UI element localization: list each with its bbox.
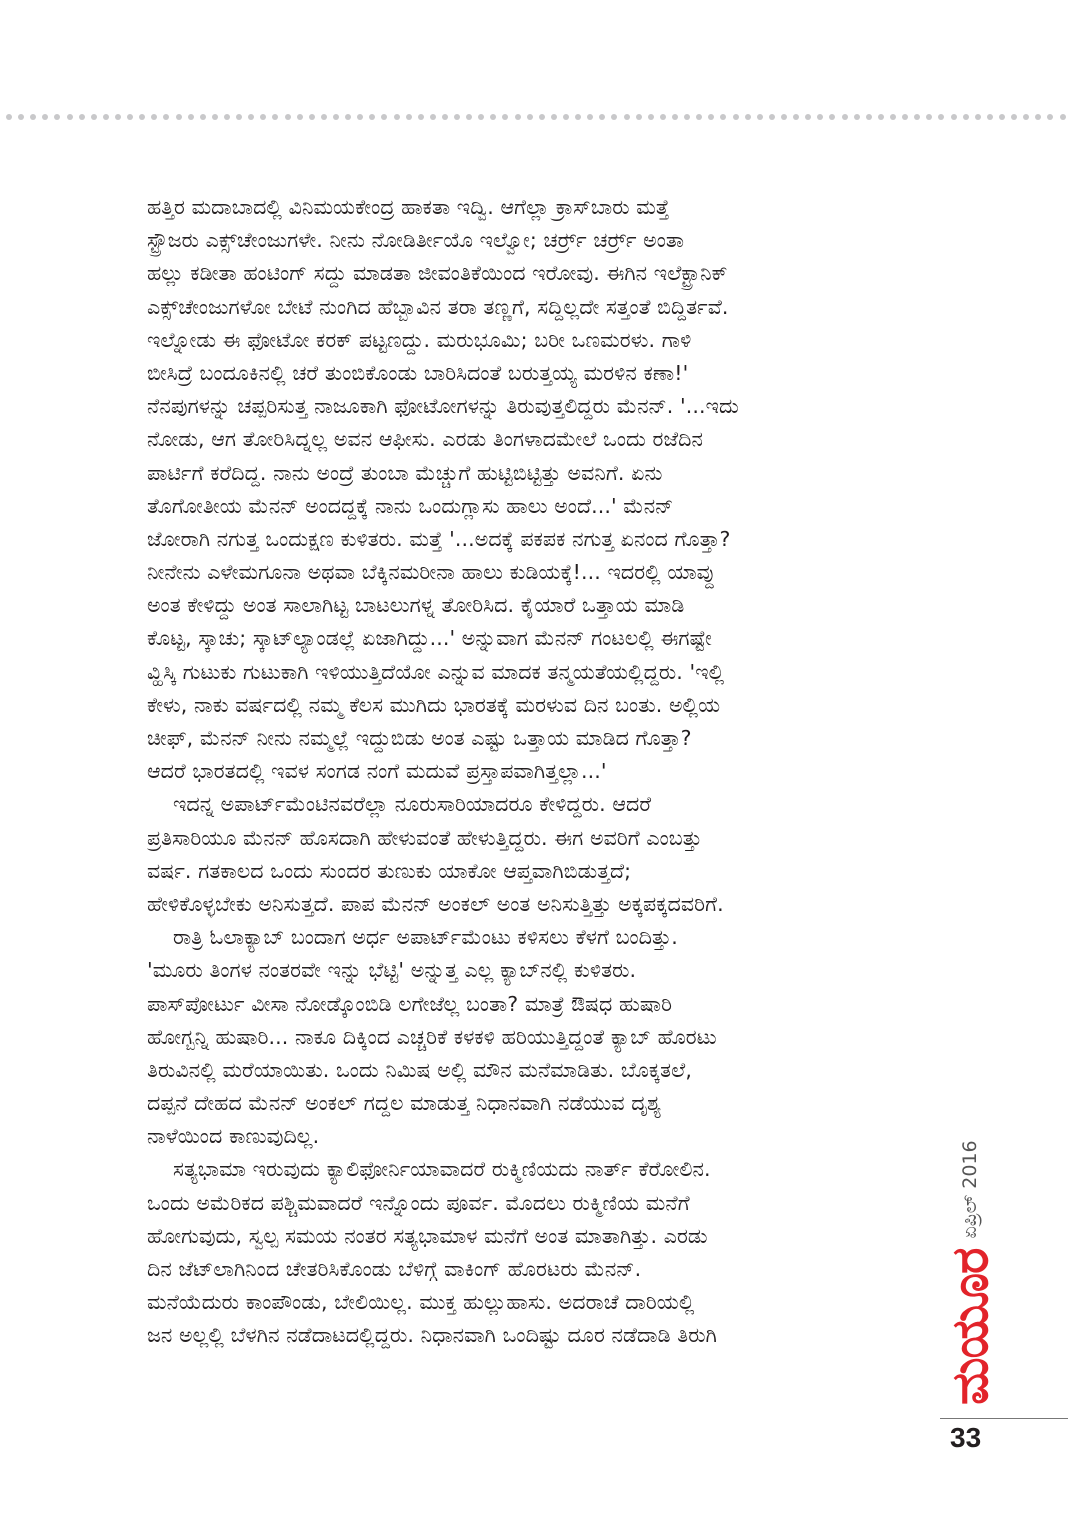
dot: [1023, 114, 1029, 120]
text-line: ಕೇಳು, ನಾಕು ವರ್ಷದಲ್ಲಿ ನಮ್ಮ ಕೆಲಸ ಮುಗಿದು ಭಾರತಕ್ಕೆ ಮರಳುವ ದಿನ ಬಂತು. ಅಲ್ಲಿಯ: [147, 692, 721, 717]
text-line: ಹೇಳಿಕೊಳ್ಳಬೇಕು ಅನಿಸುತ್ತದೆ. ಪಾಪ ಮೆನನ್ ಅಂಕಲ್ ಅಂತ ಅನಿಸುತ್ತಿತ್ತು ಅಕ್ಕಪಕ್ಕದವರಿಗೆ.: [147, 891, 724, 916]
dot: [357, 114, 363, 120]
dot: [987, 114, 993, 120]
dot: [430, 114, 436, 120]
dot: [878, 114, 884, 120]
text-line: ಮನೆಯೆದುರು ಕಾಂಪೌಂಡು, ಬೇಲಿಯಿಲ್ಲ. ಮುಕ್ತ ಹುಲ್ಲುಹಾಸು. ಅದರಾಚೆ ದಾರಿಯಲ್ಲಿ: [147, 1290, 695, 1315]
dot: [769, 114, 775, 120]
text-line: ಬೀಸಿದ್ರೆ ಬಂದೂಕಿನಲ್ಲಿ ಚರೆ ತುಂಬಿಕೊಂಡು ಬಾರಿಸಿದಂತೆ ಬರುತ್ತಯ್ಯ ಮರಳಿನ ಕಣಾ!': [147, 360, 689, 385]
text-line: ನೀನೇನು ಎಳೇಮಗೂನಾ ಅಥವಾ ಬೆಕ್ಕಿನಮರೀನಾ ಹಾಲು ಕುಡಿಯಕ್ಕೆ!... ಇದರಲ್ಲಿ ಯಾವ್ದು: [147, 560, 716, 585]
text-line: ನೋಡು, ಆಗ ತೋರಿಸಿದ್ನಲ್ಲ ಅವನ ಆಫೀಸು. ಎರಡು ತಿಂಗಳಾದಮೇಲೆ ಒಂದು ರಜೆದಿನ: [147, 427, 703, 452]
dot: [515, 114, 521, 120]
dot: [975, 114, 981, 120]
top-dotted-rule: [0, 114, 1072, 126]
text-line: ತಿರುವಿನಲ್ಲಿ ಮರೆಯಾಯಿತು. ಒಂದು ನಿಮಿಷ ಅಲ್ಲಿ ಮೌನ ಮನೆಮಾಡಿತು. ಬೊಕ್ಕತಲೆ,: [147, 1057, 692, 1082]
dot: [1011, 114, 1017, 120]
dot: [963, 114, 969, 120]
text-line: ಪಾಸ್‌ಪೋರ್ಟು ವೀಸಾ ನೋಡ್ಕೊಂಬಿಡಿ ಲಗೇಜೆಲ್ಲ ಬಂತಾ? ಮಾತ್ರೆ ಔಷಧ ಹುಷಾರಿ: [147, 991, 673, 1016]
dot: [369, 114, 375, 120]
dot: [163, 114, 169, 120]
dot: [200, 114, 206, 120]
text-line: ಪಾರ್ಟಿಗೆ ಕರೆದಿದ್ದ. ನಾನು ಅಂದ್ರೆ ತುಂಬಾ ಮೆಚ್ಚುಗೆ ಹುಟ್ಟಿಬಿಟ್ಟಿತ್ತು ಅವನಿಗೆ. ಏನು: [147, 460, 663, 485]
dot: [805, 114, 811, 120]
side-masthead: [940, 1120, 1000, 1410]
text-line: ಸತ್ಯಭಾಮಾ ಇರುವುದು ಕ್ಯಾಲಿಫೋರ್ನಿಯಾವಾದರೆ ರುಕ್ಮಿಣಿಯದು ನಾರ್ತ್ ಕೆರೋಲಿನ.: [173, 1157, 711, 1182]
dot: [151, 114, 157, 120]
dot: [139, 114, 145, 120]
text-line: ಒಂದು ಅಮೆರಿಕದ ಪಶ್ಚಿಮವಾದರೆ ಇನ್ನೊಂದು ಪೂರ್ವ. ಮೊದಲು ರುಕ್ಮಿಣಿಯ ಮನೆಗೆ: [147, 1190, 690, 1215]
dot: [442, 114, 448, 120]
dot: [926, 114, 932, 120]
text-line: ದಿನ ಜೆಟ್‌ಲಾಗಿನಿಂದ ಚೇತರಿಸಿಕೊಂಡು ಬೆಳಿಗ್ಗೆ ವಾಕಿಂಗ್ ಹೊರಟರು ಮೆನನ್.: [147, 1257, 642, 1281]
text-line: ತೊಗೋತೀಯ ಮೆನನ್ ಅಂದದ್ದಕ್ಕೆ ನಾನು ಒಂದುಗ್ಲಾಸು ಹಾಲು ಅಂದೆ...' ಮೆನನ್: [147, 493, 674, 518]
dot: [587, 114, 593, 120]
dot: [902, 114, 908, 120]
dot: [890, 114, 896, 120]
dot: [829, 114, 835, 120]
dot: [563, 114, 569, 120]
dot: [672, 114, 678, 120]
text-line: ವ್ಹಿಸ್ಕಿ ಗುಟುಕು ಗುಟುಕಾಗಿ ಇಳಿಯುತ್ತಿದೆಯೋ ಎನ್ನುವ ಮಾದಕ ತನ್ಮಯತೆಯಲ್ಲಿದ್ದರು. 'ಇಲ್ಲಿ: [147, 659, 725, 684]
dot: [757, 114, 763, 120]
dot: [285, 114, 291, 120]
text-line: ಎಕ್ಸ್‌ಚೇಂಜುಗಳೋ ಬೇಟೆ ನುಂಗಿದ ಹೆಬ್ಬಾವಿನ ತರಾ ತಣ್ಣಗೆ, ಸದ್ದಿಲ್ಲದೇ ಸತ್ತಂತೆ ಬಿದ್ದಿರ್ತವೆ.: [147, 294, 729, 319]
text-line: ರಾತ್ರಿ ಓಲಾಕ್ಯಾಬ್ ಬಂದಾಗ ಅರ್ಧ ಅಪಾರ್ಟ್‌ಮೆಂಟು ಕಳಿಸಲು ಕೆಳಗೆ ಬಂದಿತ್ತು.: [173, 925, 678, 950]
dot: [490, 114, 496, 120]
dot: [345, 114, 351, 120]
dot: [91, 114, 97, 120]
dot: [454, 114, 460, 120]
dot: [781, 114, 787, 120]
text-line: ಇಲ್ನೋಡು ಈ ಫೋಟೋ ಕರಕ್ ಪಟ್ಟಣದ್ದು. ಮರುಭೂಮಿ; ಬರೀ ಒಣಮರಳು. ಗಾಳಿ: [147, 327, 692, 352]
dot: [817, 114, 823, 120]
text-line: ನೆನಪುಗಳನ್ನು ಚಪ್ಪರಿಸುತ್ತ ನಾಜೂಕಾಗಿ ಫೋಟೋಗಳನ್ನು ತಿರುವುತ್ತಲಿದ್ದರು ಮೆನನ್. '...ಇದು: [147, 394, 739, 419]
dot: [502, 114, 508, 120]
dot: [539, 114, 545, 120]
issue-date: ಏಪ್ರಿಲ್ 2016: [959, 1140, 981, 1239]
dot: [321, 114, 327, 120]
text-line: ವರ್ಷ. ಗತಕಾಲದ ಒಂದು ಸುಂದರ ತುಣುಕು ಯಾಕೋ ಆಪ್ತವಾಗಿಬಿಡುತ್ತದೆ;: [147, 858, 632, 883]
page-number: 33: [950, 1422, 982, 1453]
dot: [272, 114, 278, 120]
text-line: ಜನ ಅಲ್ಲಲ್ಲಿ ಬೆಳಗಿನ ನಡೆದಾಟದಲ್ಲಿದ್ದರು. ನಿಧಾನವಾಗಿ ಒಂದಿಷ್ಟು ದೂರ ನಡೆದಾಡಿ ತಿರುಗಿ: [147, 1323, 717, 1348]
dot: [708, 114, 714, 120]
magazine-logo: ಮಯೂರ: [940, 1248, 999, 1405]
page-number-rule: [940, 1418, 1068, 1419]
dot: [176, 114, 182, 120]
dot: [660, 114, 666, 120]
dot: [188, 114, 194, 120]
text-line: ಹಲ್ಲು ಕಡೀತಾ ಹಂಟಿಂಗ್ ಸದ್ದು ಮಾಡತಾ ಜೀವಂತಿಕೆಯಿಂದ ಇರೋವು. ಈಗಿನ ಇಲೆಕ್ಟ್ರಾನಿಕ್: [147, 261, 728, 286]
text-line: ಸ್ಟ್ರೌಜರು ಎಕ್ಸ್‌ಚೇಂಜುಗಳೇ. ನೀನು ನೋಡಿರ್ತೀಯೊ ಇಲ್ವೋ; ಚರ್ರ್ರ್ ಚರ್ರ್ರ್ ಅಂತಾ: [147, 228, 685, 253]
dot: [115, 114, 121, 120]
dot: [793, 114, 799, 120]
dot: [733, 114, 739, 120]
dot: [696, 114, 702, 120]
dot: [224, 114, 230, 120]
dot: [394, 114, 400, 120]
text-line: 'ಮೂರು ತಿಂಗಳ ನಂತರವೇ ಇನ್ನು ಭೆಟ್ಟಿ' ಅನ್ನುತ್ತ ಎಲ್ಲ ಕ್ಯಾಬ್‌ನಲ್ಲಿ ಕುಳಿತರು.: [147, 958, 637, 983]
dot: [260, 114, 266, 120]
text-line: ಅಂತ ಕೇಳಿದ್ದು ಅಂತ ಸಾಲಾಗಿಟ್ಟ ಬಾಟಲುಗಳ್ನ ತೋರಿಸಿದ. ಕೈಯಾರೆ ಒತ್ತಾಯ ಮಾಡಿ: [147, 593, 685, 618]
dot: [6, 114, 12, 120]
dot: [527, 114, 533, 120]
dot: [466, 114, 472, 120]
dot: [999, 114, 1005, 120]
dot: [575, 114, 581, 120]
dot: [951, 114, 957, 120]
dot: [297, 114, 303, 120]
text-line: ಹೋಗ್ಬನ್ನಿ ಹುಷಾರಿ... ನಾಕೂ ದಿಕ್ಕಿಂದ ಎಚ್ಚರಿಕೆ ಕಳಕಳಿ ಹರಿಯುತ್ತಿದ್ದಂತೆ ಕ್ಯಾಬ್ ಹೊರಟು: [147, 1024, 717, 1049]
text-line: ಪ್ರತಿಸಾರಿಯೂ ಮೆನನ್ ಹೊಸದಾಗಿ ಹೇಳುವಂತೆ ಹೇಳುತ್ತಿದ್ದರು. ಈಗ ಅವರಿಗೆ ಎಂಬತ್ತು: [147, 825, 702, 850]
dot: [42, 114, 48, 120]
dot: [938, 114, 944, 120]
text-line: ದಪ್ಪನೆ ದೇಹದ ಮೆನನ್ ಅಂಕಲ್ ಗದ್ದಲ ಮಾಡುತ್ತ ನಿಧಾನವಾಗಿ ನಡೆಯುವ ದೃಶ್ಯ: [147, 1091, 662, 1116]
text-line: ನಾಳೆಯಿಂದ ಕಾಣುವುದಿಲ್ಲ.: [147, 1124, 320, 1149]
dot: [79, 114, 85, 120]
dot: [54, 114, 60, 120]
dot: [406, 114, 412, 120]
dot: [67, 114, 73, 120]
dot: [30, 114, 36, 120]
dot: [624, 114, 630, 120]
dot: [720, 114, 726, 120]
dot: [611, 114, 617, 120]
article-body: [147, 191, 919, 1353]
dot: [551, 114, 557, 120]
dot: [103, 114, 109, 120]
dot: [381, 114, 387, 120]
dot: [18, 114, 24, 120]
text-line: ಇದನ್ನ ಅಪಾರ್ಟ್‌ಮೆಂಟಿನವರೆಲ್ಲಾ ನೂರುಸಾರಿಯಾದರೂ ಕೇಳಿದ್ದರು. ಆದರೆ: [173, 792, 652, 817]
dot: [842, 114, 848, 120]
dot: [1035, 114, 1041, 120]
dot: [745, 114, 751, 120]
dot: [127, 114, 133, 120]
text-line: ಆದರೆ ಭಾರತದಲ್ಲಿ ಇವಳ ಸಂಗಡ ನಂಗೆ ಮದುವೆ ಪ್ರಸ್ತಾಪವಾಗಿತ್ತಲ್ಲಾ...': [147, 759, 607, 784]
dot: [1060, 114, 1066, 120]
text-line: ಚೀಫ್, ಮೆನನ್ ನೀನು ನಮ್ಮಲ್ಲೆ ಇದ್ದುಬಿಡು ಅಂತ ಎಷ್ಟು ಒತ್ತಾಯ ಮಾಡಿದ ಗೊತ್ತಾ?: [147, 726, 692, 750]
dot: [854, 114, 860, 120]
dot: [478, 114, 484, 120]
dot: [648, 114, 654, 120]
dot: [248, 114, 254, 120]
dot: [418, 114, 424, 120]
dot: [212, 114, 218, 120]
dot: [684, 114, 690, 120]
dot: [599, 114, 605, 120]
dot: [636, 114, 642, 120]
dot: [236, 114, 242, 120]
dot: [914, 114, 920, 120]
text-line: ಹೋಗುವುದು, ಸ್ವಲ್ಪ ಸಮಯ ನಂತರ ಸತ್ಯಭಾಮಾಳ ಮನೆಗೆ ಅಂತ ಮಾತಾಗಿತ್ತು. ಎರಡು: [147, 1223, 708, 1248]
text-line: ಕೊಟ್ಟ, ಸ್ಕಾಚು; ಸ್ಕಾಟ್‌ಲ್ಯಾಂಡಲ್ಲೆ ಏಜಾಗಿದ್ದು...' ಅನ್ನುವಾಗ ಮೆನನ್ ಗಂಟಲಲ್ಲಿ ಈಗಷ್ಟೇ: [147, 626, 712, 651]
dot: [866, 114, 872, 120]
text-line: ಹತ್ತಿರ ಮದಾಬಾದಲ್ಲಿ ವಿನಿಮಯಕೇಂದ್ರ ಹಾಕತಾ ಇದ್ವಿ. ಆಗೆಲ್ಲಾ ಕ್ರಾಸ್‌ಬಾರು ಮತ್ತೆ: [147, 195, 670, 219]
dot: [333, 114, 339, 120]
dot: [309, 114, 315, 120]
text-line: ಜೋರಾಗಿ ನಗುತ್ತ ಒಂದುಕ್ಷಣ ಕುಳಿತರು. ಮತ್ತೆ '...ಅದಕ್ಕೆ ಪಕಪಕ ನಗುತ್ತ ಏನಂದ ಗೊತ್ತಾ?: [147, 526, 731, 551]
dot: [1047, 114, 1053, 120]
